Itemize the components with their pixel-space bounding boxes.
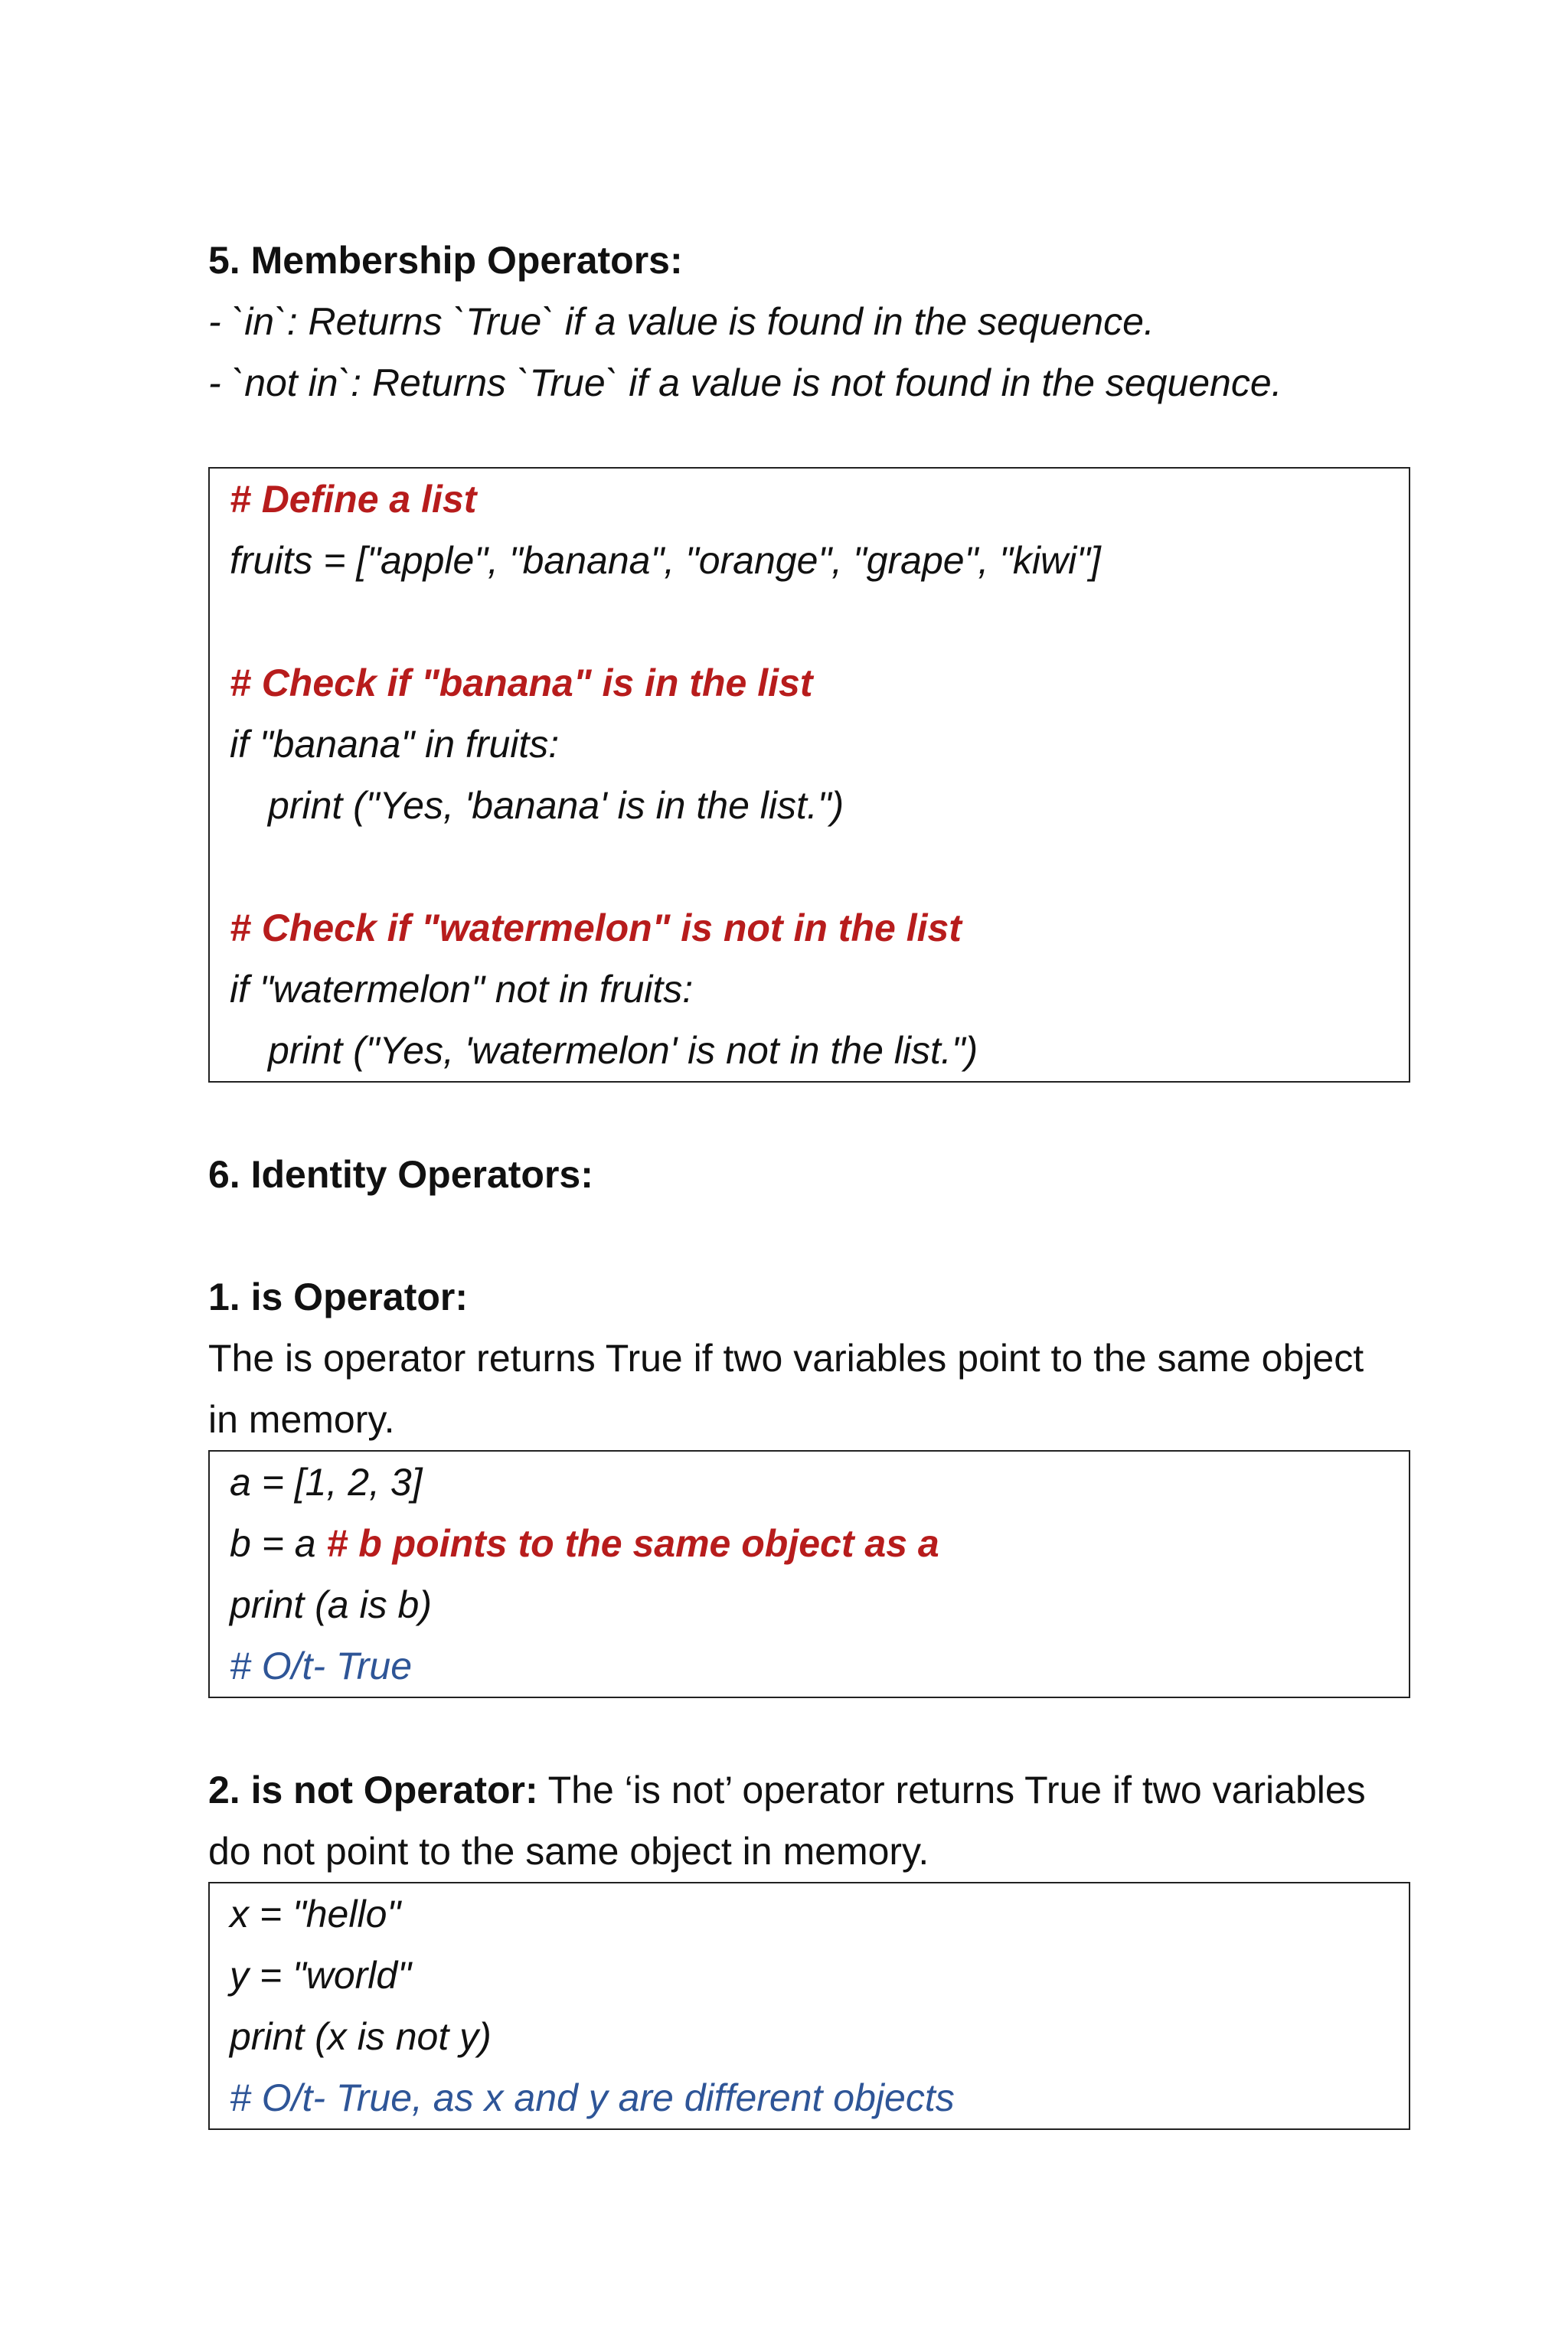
code-comment-check-banana: # Check if "banana" is in the list bbox=[230, 662, 813, 704]
code-line-fruits: fruits = ["apple", "banana", "orange", "grape", "kiwi"] bbox=[230, 539, 1101, 582]
bullet-in: - `in`: Returns `True` if a value is found in the sequence. bbox=[208, 300, 1155, 343]
code-blank-line bbox=[230, 836, 1389, 897]
is-not-operator-desc-start: The ‘is not’ operator returns True if two variables bbox=[537, 1769, 1366, 1811]
code-line-print-x-is-not-y: print (x is not y) bbox=[230, 2015, 492, 2058]
code-comment-define-list: # Define a list bbox=[230, 478, 477, 521]
code-output-different-objects: # O/t- True, as x and y are different objects bbox=[230, 2076, 955, 2119]
code-line-print-watermelon: print ("Yes, 'watermelon' is not in the list.") bbox=[268, 1029, 978, 1072]
bullet-not-in: - `not in`: Returns `True` if a value is not found in the sequence. bbox=[208, 361, 1282, 404]
code-output-true: # O/t- True bbox=[230, 1645, 413, 1687]
is-operator-desc-line2: in memory. bbox=[208, 1398, 395, 1441]
code-line-print-a-is-b: print (a is b) bbox=[230, 1583, 432, 1626]
code-line-x: x = "hello" bbox=[230, 1893, 401, 1936]
code-block-is bbox=[208, 1450, 1410, 1698]
code-line-if-watermelon: if "watermelon" not in fruits: bbox=[230, 968, 694, 1011]
is-not-operator-para-line1 bbox=[208, 1759, 1410, 1821]
code-block-membership bbox=[208, 467, 1410, 1083]
code-line-y: y = "world" bbox=[230, 1954, 411, 1997]
code-comment-check-watermelon: # Check if "watermelon" is not in the list bbox=[230, 906, 962, 949]
section6-heading: 6. Identity Operators: bbox=[208, 1153, 593, 1196]
code-comment-same-object: # b points to the same object as a bbox=[326, 1522, 939, 1565]
code-line-if-banana: if "banana" in fruits: bbox=[230, 723, 560, 766]
document-content bbox=[208, 230, 1410, 2130]
code-line-b bbox=[230, 1513, 1389, 1574]
is-not-operator-desc-line2: do not point to the same object in memory. bbox=[208, 1830, 929, 1873]
code-line-print-banana: print ("Yes, 'banana' is in the list.") bbox=[268, 784, 844, 827]
section5-heading: 5. Membership Operators: bbox=[208, 239, 683, 282]
code-line-a: a = [1, 2, 3] bbox=[230, 1461, 423, 1504]
code-block-is-not bbox=[208, 1882, 1410, 2130]
code-blank-line bbox=[230, 591, 1389, 652]
is-operator-desc-line1: The is operator returns True if two variables point to the same object bbox=[208, 1337, 1364, 1380]
is-operator-heading: 1. is Operator: bbox=[208, 1276, 468, 1318]
code-b-assign: b = a bbox=[230, 1522, 327, 1565]
is-not-operator-heading: 2. is not Operator: bbox=[208, 1769, 538, 1811]
